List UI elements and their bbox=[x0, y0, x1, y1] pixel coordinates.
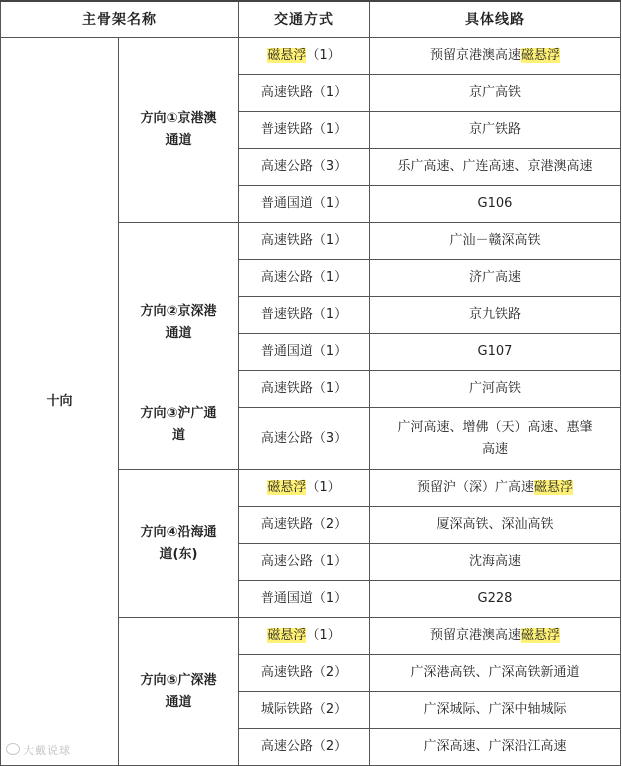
route-cell: 京广铁路 bbox=[370, 112, 621, 149]
maglev-highlight: 磁悬浮 bbox=[521, 628, 561, 643]
route-cell: 乐广高速、广连高速、京港澳高速 bbox=[370, 149, 621, 186]
direction-2-3 bbox=[119, 223, 239, 470]
skeleton-name: 十向 bbox=[1, 38, 119, 766]
header-skeleton: 主骨架名称 bbox=[1, 1, 239, 38]
route-cell: 济广高速 bbox=[370, 260, 621, 297]
route-cell: 广河高速、增佛（天）高速、惠肇 高速 bbox=[370, 408, 621, 470]
direction-label: 方向①京港澳 bbox=[140, 111, 217, 126]
direction-label: 方向⑤广深港 bbox=[140, 672, 217, 688]
mode-cell: 高速公路（1） bbox=[239, 544, 370, 581]
direction-5 bbox=[119, 618, 239, 766]
route-cell: G228 bbox=[370, 581, 621, 618]
direction-label: 通道 bbox=[165, 694, 192, 710]
route-cell: G107 bbox=[370, 334, 621, 371]
maglev-highlight: 磁悬浮 bbox=[267, 480, 307, 495]
mode-cell: 高速公路（3） bbox=[239, 408, 370, 470]
route-cell: 广深高速、广深沿江高速 bbox=[370, 729, 621, 766]
mode-cell: 高速铁路（1） bbox=[239, 75, 370, 112]
mode-cell: 普通国道（1） bbox=[239, 186, 370, 223]
mode-cell: 普通国道（1） bbox=[239, 334, 370, 371]
mode-cell: 高速铁路（2） bbox=[239, 507, 370, 544]
mode-cell: 磁悬浮（1） bbox=[239, 618, 370, 655]
direction-label: 方向②京深港 bbox=[140, 304, 217, 319]
maglev-highlight: 磁悬浮 bbox=[267, 628, 307, 643]
mode-cell: 高速铁路（1） bbox=[239, 223, 370, 260]
route-cell: 广深城际、广深中轴城际 bbox=[370, 692, 621, 729]
table-row bbox=[1, 38, 621, 75]
mode-cell: 普速铁路（1） bbox=[239, 297, 370, 334]
route-cell: 广河高铁 bbox=[370, 371, 621, 408]
maglev-highlight: 磁悬浮 bbox=[267, 48, 307, 63]
route-cell: 京九铁路 bbox=[370, 297, 621, 334]
mode-cell: 普速铁路（1） bbox=[239, 112, 370, 149]
mode-cell: 磁悬浮（1） bbox=[239, 38, 370, 75]
mode-cell: 高速公路（1） bbox=[239, 260, 370, 297]
route-cell: 京广高铁 bbox=[370, 75, 621, 112]
route-cell: 预留京港澳高速磁悬浮 bbox=[370, 618, 621, 655]
mode-cell: 城际铁路（2） bbox=[239, 692, 370, 729]
direction-label: 道(东) bbox=[159, 546, 198, 562]
route-cell: 广汕－赣深高铁 bbox=[370, 223, 621, 260]
mode-cell: 高速铁路（2） bbox=[239, 655, 370, 692]
mode-cell: 高速公路（3） bbox=[239, 149, 370, 186]
direction-label: 方向④沿海通 bbox=[140, 524, 217, 540]
direction-label: 道 bbox=[171, 428, 185, 443]
direction-label: 通道 bbox=[165, 326, 192, 341]
maglev-highlight: 磁悬浮 bbox=[521, 48, 561, 63]
route-cell: 预留沪（深）广高速磁悬浮 bbox=[370, 470, 621, 507]
mode-cell: 高速公路（2） bbox=[239, 729, 370, 766]
route-cell: G106 bbox=[370, 186, 621, 223]
weibo-icon bbox=[6, 743, 20, 755]
route-cell: 广深港高铁、广深高铁新通道 bbox=[370, 655, 621, 692]
header-route: 具体线路 bbox=[370, 1, 621, 38]
header-mode: 交通方式 bbox=[239, 1, 370, 38]
direction-4 bbox=[119, 470, 239, 618]
mode-cell: 高速铁路（1） bbox=[239, 371, 370, 408]
maglev-highlight: 磁悬浮 bbox=[534, 480, 574, 495]
route-cell: 厦深高铁、深汕高铁 bbox=[370, 507, 621, 544]
header-row bbox=[1, 1, 621, 38]
route-cell: 预留京港澳高速磁悬浮 bbox=[370, 38, 621, 75]
mode-cell: 磁悬浮（1） bbox=[239, 470, 370, 507]
direction-label: 通道 bbox=[165, 133, 192, 148]
direction-1 bbox=[119, 38, 239, 223]
mode-cell: 普通国道（1） bbox=[239, 581, 370, 618]
watermark: 大戴说球 bbox=[6, 742, 71, 758]
route-cell: 沈海高速 bbox=[370, 544, 621, 581]
direction-label: 方向③沪广通 bbox=[140, 406, 217, 421]
